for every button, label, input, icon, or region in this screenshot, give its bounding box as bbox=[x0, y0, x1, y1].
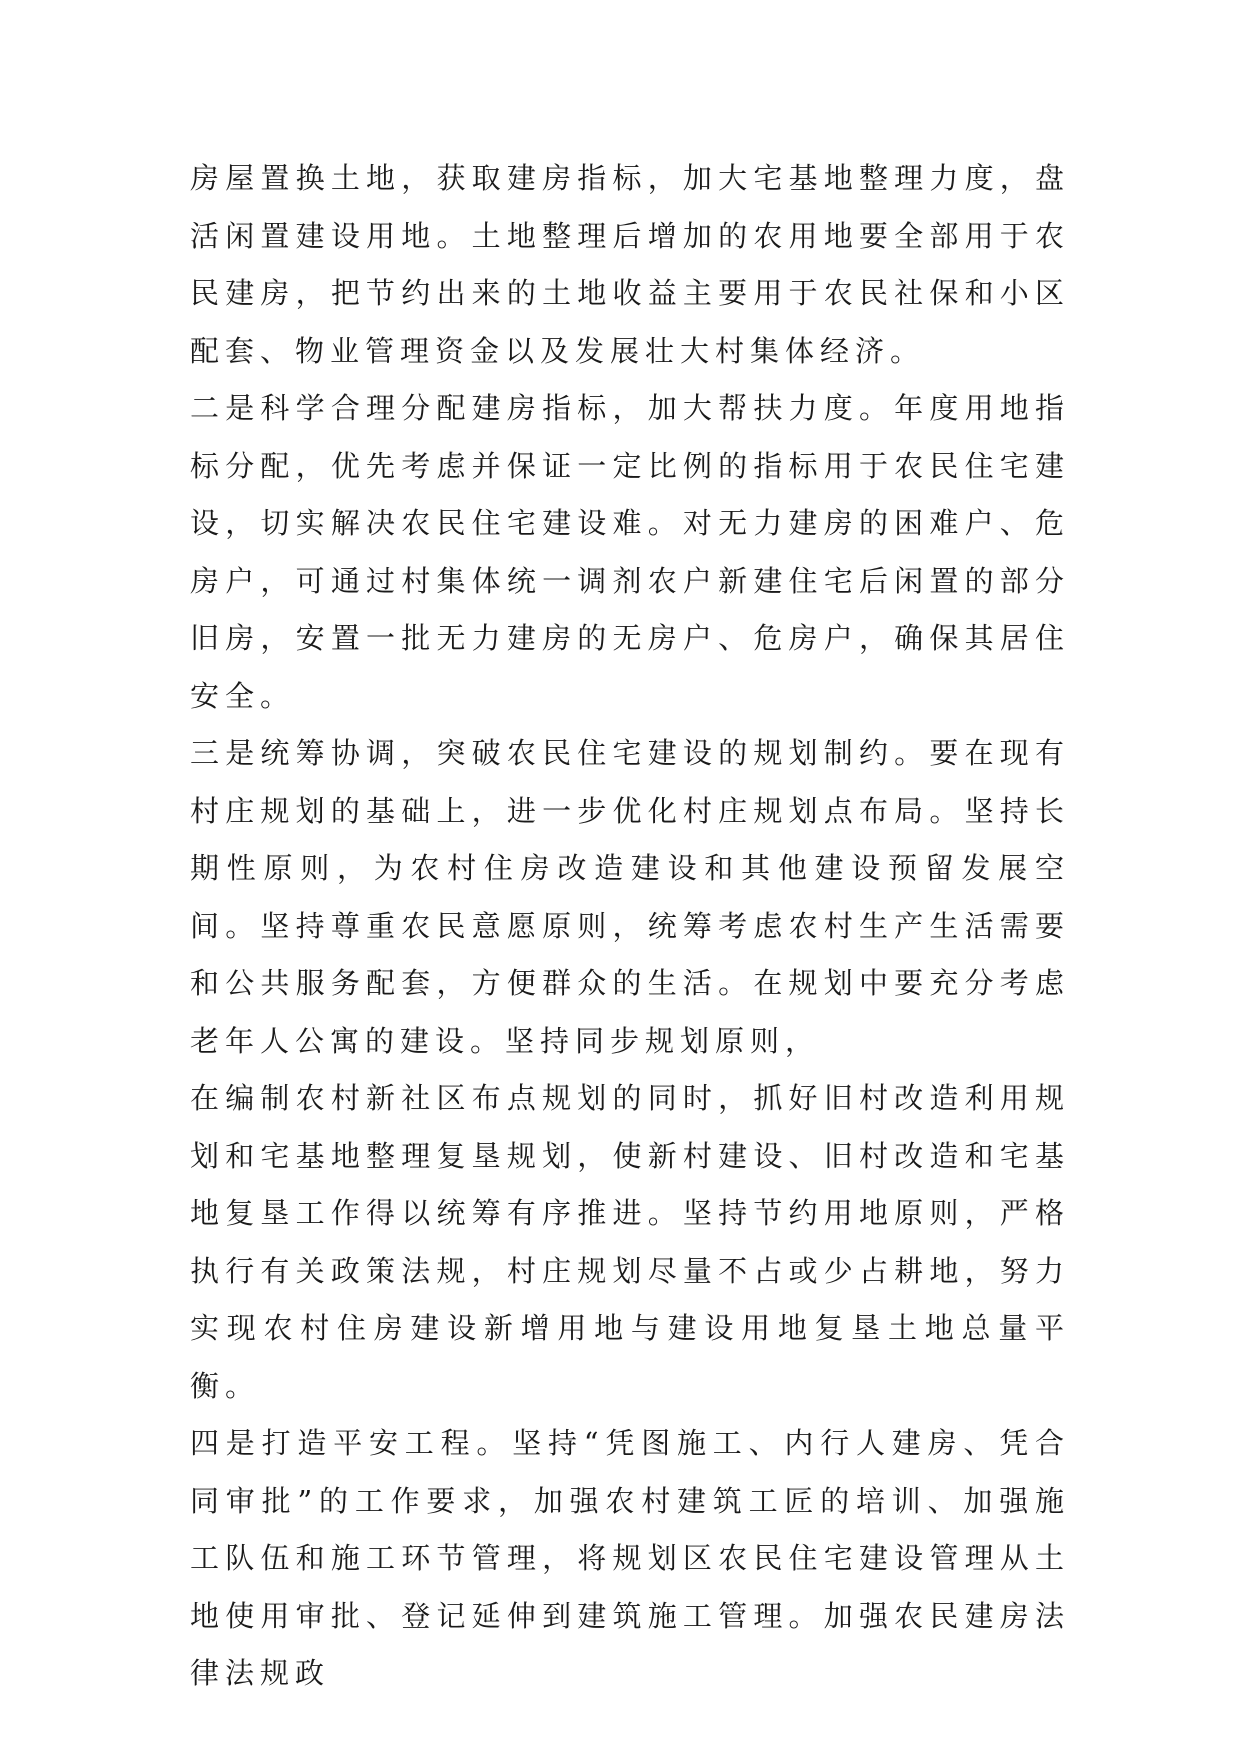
paragraph-safety-project: 四是打造平安工程。坚持“凭图施工、内行人建房、凭合同审批”的工作要求，加强农村建筑工匠的培训、加强施工队伍和施工环节管理，将规划区农民住宅建设管理从土地使用审批、登记延伸到建筑施工管理。加强农民建房法律法规政 bbox=[190, 1426, 1070, 1690]
paragraph-planning-coordination: 三是统筹协调，突破农民住宅建设的规划制约。要在现有村庄规划的基础上，进一步优化村庄规划点布局。坚持长期性原则，为农村住房改造建设和其他建设预留发展空间。坚持尊重农民意愿原则，统筹考虑农村生产生活需要和公共服务配套，方便群众的生活。在规划中要充分考虑老年人公寓的建设。坚持同步规划原则， bbox=[190, 736, 1070, 1058]
paragraph-new-community-planning: 在编制农村新社区布点规划的同时，抓好旧村改造利用规划和宅基地整理复垦规划，使新村建设、旧村改造和宅基地复垦工作得以统筹有序推进。坚持节约用地原则，严格执行有关政策法规，村庄规划尽量不占或少占耕地，努力实现农村住房建设新增用地与建设用地复垦土地总量平衡。 bbox=[190, 1081, 1070, 1403]
paragraph-allocate-quota: 二是科学合理分配建房指标，加大帮扶力度。年度用地指标分配，优先考虑并保证一定比例的指标用于农民住宅建设，切实解决农民住宅建设难。对无力建房的困难户、危房户，可通过村集体统一调剂农户新建住宅后闲置的部分旧房，安置一批无力建房的无房户、危房户，确保其居住安全。 bbox=[190, 391, 1070, 713]
paragraph-land-replacement: 房屋置换土地，获取建房指标，加大宅基地整理力度，盘活闲置建设用地。土地整理后增加的农用地要全部用于农民建房，把节约出来的土地收益主要用于农民社保和小区配套、物业管理资金以及发展壮大村集体经济。 bbox=[190, 161, 1070, 368]
document-body bbox=[190, 150, 1070, 1703]
